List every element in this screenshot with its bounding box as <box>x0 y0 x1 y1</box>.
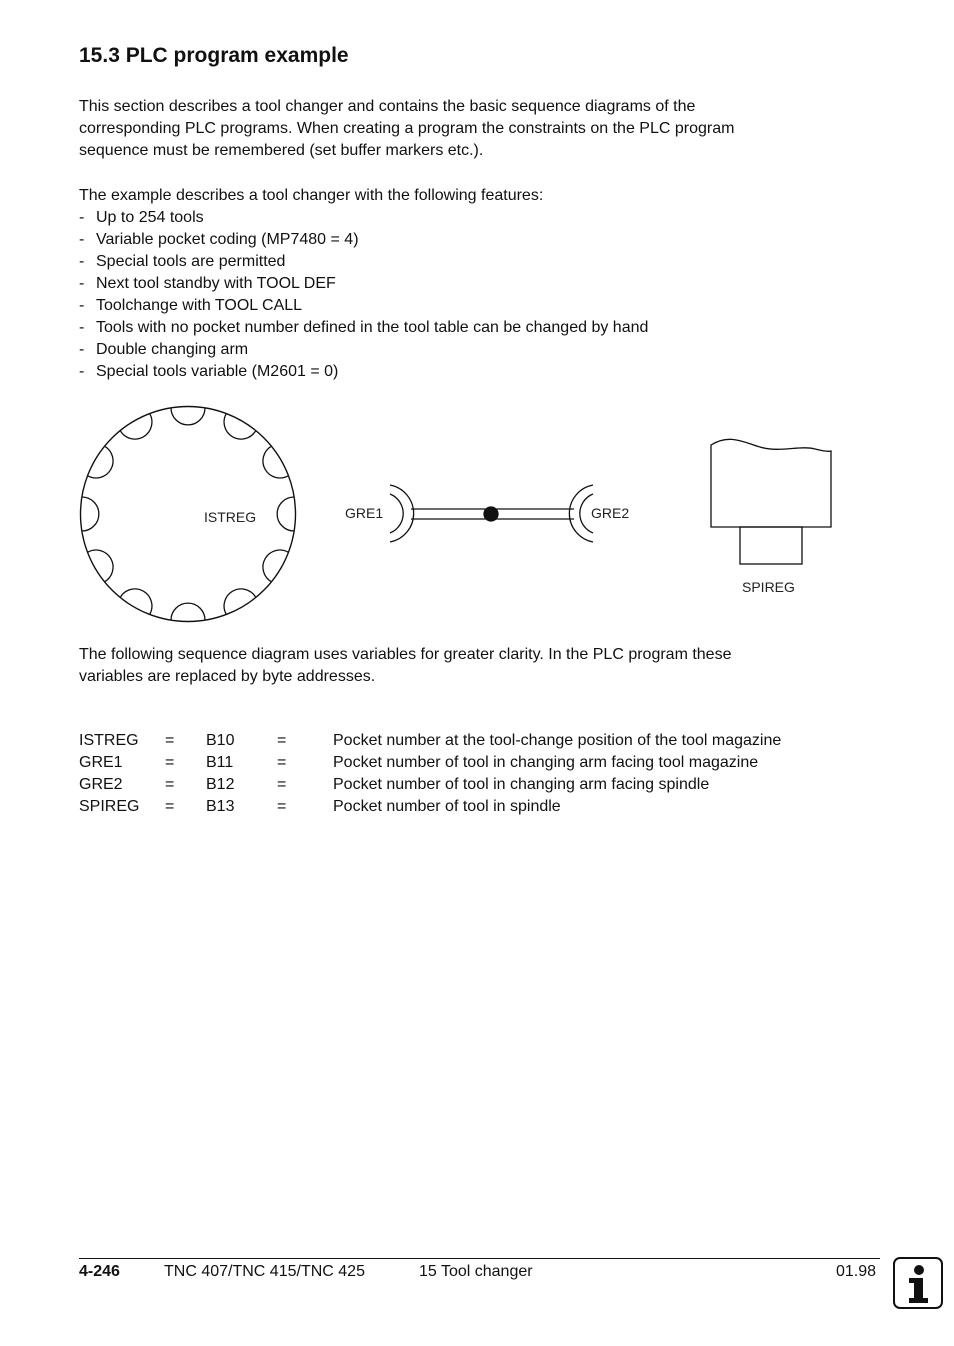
intro-line: This section describes a tool changer and contains the basic sequence diagrams of the <box>79 98 696 115</box>
list-item: - Special tools variable (M2601 = 0) <box>79 363 339 380</box>
magazine-label: ISTREG <box>204 509 257 525</box>
equals-sign: = <box>277 776 287 793</box>
magazine-pockets <box>82 408 294 620</box>
var-description: Pocket number of tool in changing arm facing tool magazine <box>333 754 759 771</box>
list-item: - Up to 254 tools <box>79 209 204 226</box>
variable-table <box>79 730 781 818</box>
sequence-line: The following sequence diagram uses variables for greater clarity. In the PLC program these <box>79 646 732 663</box>
spindle-label: SPIREG <box>742 579 795 595</box>
list-item: - Next tool standby with TOOL DEF <box>79 275 336 292</box>
features-intro: The example describes a tool changer with the following features: <box>79 187 544 204</box>
page-heading: 15.3 PLC program example <box>79 44 349 67</box>
spindle <box>711 439 831 564</box>
table-row <box>79 730 781 752</box>
var-address: B11 <box>206 754 234 771</box>
footer-rule <box>79 1258 880 1259</box>
magazine-pocket <box>277 497 294 531</box>
var-description: Pocket number of tool in changing arm facing spindle <box>333 776 710 793</box>
equals-sign: = <box>165 798 175 815</box>
arm-left-label: GRE1 <box>345 505 384 521</box>
magazine-pocket <box>82 497 99 531</box>
intro-line: sequence must be remembered (set buffer markers etc.). <box>79 142 484 159</box>
equals-sign: = <box>165 776 175 793</box>
table-row <box>79 796 781 818</box>
list-item: - Double changing arm <box>79 341 249 358</box>
list-item: - Toolchange with TOOL CALL <box>79 297 303 314</box>
sequence-line: variables are replaced by byte addresses. <box>79 668 376 685</box>
footer-page-number: 4-246 <box>79 1263 120 1280</box>
footer-date: 01.98 <box>836 1263 877 1280</box>
equals-sign: = <box>165 732 175 749</box>
equals-sign: = <box>277 754 287 771</box>
var-description: Pocket number at the tool-change position of the tool magazine <box>333 732 782 749</box>
table-row <box>79 774 781 796</box>
list-item: - Special tools are permitted <box>79 253 286 270</box>
intro-paragraph <box>79 96 879 162</box>
var-name: SPIREG <box>79 798 140 815</box>
equals-sign: = <box>277 732 287 749</box>
list-item: - Tools with no pocket number defined in the tool table can be changed by hand <box>79 319 649 336</box>
intro-line: corresponding PLC programs. When creating a program the constraints on the PLC program <box>79 120 735 137</box>
equals-sign: = <box>165 754 175 771</box>
tool-changer-diagram <box>0 395 954 635</box>
info-glyph <box>895 1259 941 1307</box>
var-name: ISTREG <box>79 732 139 749</box>
feature-list <box>79 207 648 383</box>
changing-arm <box>390 485 593 542</box>
var-description: Pocket number of tool in spindle <box>333 798 561 815</box>
tool-magazine <box>81 407 296 622</box>
var-name: GRE2 <box>79 776 123 793</box>
sequence-paragraph <box>79 644 879 688</box>
footer-chapter: 15 Tool changer <box>419 1263 533 1280</box>
list-item: - Variable pocket coding (MP7480 = 4) <box>79 231 359 248</box>
info-icon <box>893 1257 943 1309</box>
footer-model: TNC 407/TNC 415/TNC 425 <box>164 1263 365 1280</box>
table-row <box>79 752 781 774</box>
var-address: B10 <box>206 732 235 749</box>
var-name: GRE1 <box>79 754 123 771</box>
equals-sign: = <box>277 798 287 815</box>
var-address: B12 <box>206 776 235 793</box>
magazine-pocket <box>171 408 205 425</box>
arm-right-label: GRE2 <box>591 505 630 521</box>
var-address: B13 <box>206 798 235 815</box>
magazine-pocket <box>171 603 205 620</box>
